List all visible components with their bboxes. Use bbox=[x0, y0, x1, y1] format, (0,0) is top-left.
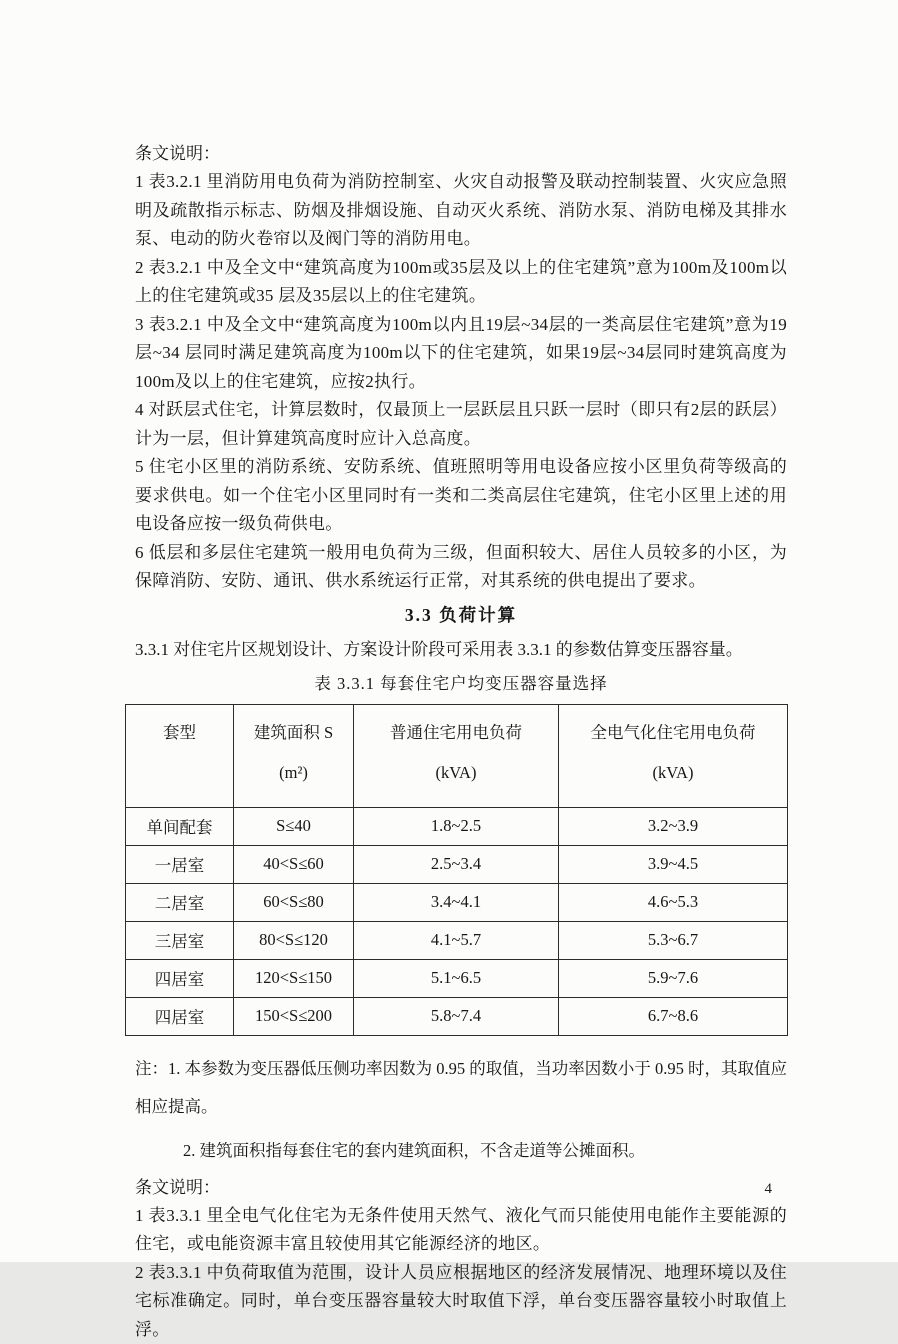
table-notes bbox=[135, 1050, 787, 1166]
table-cell: 150<S≤200 bbox=[234, 997, 354, 1035]
table-cell: S≤40 bbox=[234, 807, 354, 845]
table-cell: 5.9~7.6 bbox=[559, 959, 788, 997]
header-title: 套型 bbox=[126, 719, 233, 743]
page-content bbox=[135, 140, 787, 1344]
clause-paragraph: 2 表3.3.1 中负荷取值为范围，设计人员应根据地区的经济发展情况、地理环境以及住宅标准确定。同时，单台变压器容量较大时取值下浮，单台变压器容量较小时取值上浮。 bbox=[135, 1259, 787, 1344]
table-header-row bbox=[126, 704, 788, 807]
header-title: 普通住宅用电负荷 bbox=[354, 719, 558, 743]
header-title: 建筑面积 S bbox=[234, 719, 353, 743]
table-cell: 3.9~4.5 bbox=[559, 845, 788, 883]
table-cell: 四居室 bbox=[126, 997, 234, 1035]
table-note-1: 注：1. 本参数为变压器低压侧功率因数为 0.95 的取值，当功率因数小于 0.95 时，其取值应相应提高。 bbox=[135, 1050, 787, 1126]
table-cell: 40<S≤60 bbox=[234, 845, 354, 883]
explanation-1-paragraphs bbox=[135, 168, 787, 596]
table-cell: 5.3~6.7 bbox=[559, 921, 788, 959]
table-cell: 4.1~5.7 bbox=[354, 921, 559, 959]
table-cell: 3.4~4.1 bbox=[354, 883, 559, 921]
table-row bbox=[126, 807, 788, 845]
explanation-heading-1: 条文说明： bbox=[135, 140, 787, 168]
table-cell: 5.8~7.4 bbox=[354, 997, 559, 1035]
header-unit: (kVA) bbox=[559, 763, 787, 783]
header-title: 全电气化住宅用电负荷 bbox=[559, 719, 787, 743]
header-unit: (kVA) bbox=[354, 763, 558, 783]
table-row bbox=[126, 845, 788, 883]
clause-3-3-1: 3.3.1 对住宅片区规划设计、方案设计阶段可采用表 3.3.1 的参数估算变压器容量。 bbox=[135, 635, 787, 664]
table-cell: 4.6~5.3 bbox=[559, 883, 788, 921]
table-cell: 一居室 bbox=[126, 845, 234, 883]
section-heading: 3.3 负荷计算 bbox=[135, 602, 787, 627]
clause-paragraph: 1 表3.2.1 里消防用电负荷为消防控制室、火灾自动报警及联动控制装置、火灾应急照明及疏散指示标志、防烟及排烟设施、自动灭火系统、消防水泵、消防电梯及其排水泵、电动的防火卷帘以及阀门等的消防用电。 bbox=[135, 168, 787, 254]
header-unit-type bbox=[126, 704, 234, 807]
table-cell: 120<S≤150 bbox=[234, 959, 354, 997]
table-caption: 表 3.3.1 每套住宅户均变压器容量选择 bbox=[135, 670, 787, 694]
header-all-electric-load bbox=[559, 704, 788, 807]
transformer-capacity-table bbox=[125, 704, 788, 1036]
table-body bbox=[126, 807, 788, 1035]
table-cell: 2.5~3.4 bbox=[354, 845, 559, 883]
table-cell: 单间配套 bbox=[126, 807, 234, 845]
table-cell: 3.2~3.9 bbox=[559, 807, 788, 845]
table-header bbox=[126, 704, 788, 807]
table-row bbox=[126, 959, 788, 997]
table-row bbox=[126, 997, 788, 1035]
explanation-2-paragraphs bbox=[135, 1202, 787, 1344]
table-note-2: 2. 建筑面积指每套住宅的套内建筑面积，不含走道等公摊面积。 bbox=[135, 1136, 787, 1166]
clause-paragraph: 5 住宅小区里的消防系统、安防系统、值班照明等用电设备应按小区里负荷等级高的要求供电。如一个住宅小区里同时有一类和二类高层住宅建筑，住宅小区里上述的用电设备应按一级负荷供电。 bbox=[135, 453, 787, 539]
table-row bbox=[126, 921, 788, 959]
header-floor-area bbox=[234, 704, 354, 807]
table-cell: 四居室 bbox=[126, 959, 234, 997]
table-cell: 5.1~6.5 bbox=[354, 959, 559, 997]
table-cell: 1.8~2.5 bbox=[354, 807, 559, 845]
table-cell: 60<S≤80 bbox=[234, 883, 354, 921]
clause-paragraph: 2 表3.2.1 中及全文中“建筑高度为100m或35层及以上的住宅建筑”意为100m及100m以上的住宅建筑或35 层及35层以上的住宅建筑。 bbox=[135, 254, 787, 311]
header-unit: (m²) bbox=[234, 763, 353, 783]
clause-paragraph: 1 表3.3.1 里全电气化住宅为无条件使用天然气、液化气而只能使用电能作主要能源的住宅，或电能资源丰富且较使用其它能源经济的地区。 bbox=[135, 1202, 787, 1259]
table-cell: 三居室 bbox=[126, 921, 234, 959]
explanation-heading-2: 条文说明： bbox=[135, 1174, 787, 1202]
explanation-2-block bbox=[135, 1174, 787, 1344]
table-cell: 6.7~8.6 bbox=[559, 997, 788, 1035]
table-cell: 二居室 bbox=[126, 883, 234, 921]
clause-paragraph: 6 低层和多层住宅建筑一般用电负荷为三级，但面积较大、居住人员较多的小区，为保障消防、安防、通讯、供水系统运行正常，对其系统的供电提出了要求。 bbox=[135, 539, 787, 596]
table-row bbox=[126, 883, 788, 921]
clause-paragraph: 3 表3.2.1 中及全文中“建筑高度为100m以内且19层~34层的一类高层住宅建筑”意为19层~34 层同时满足建筑高度为100m以下的住宅建筑，如果19层~34层同时建筑高度为100m及以上的住宅建筑，应按2执行。 bbox=[135, 311, 787, 397]
header-ordinary-load bbox=[354, 704, 559, 807]
clause-paragraph: 4 对跃层式住宅，计算层数时，仅最顶上一层跃层且只跃一层时（即只有2层的跃层）计为一层，但计算建筑高度时应计入总高度。 bbox=[135, 396, 787, 453]
table-cell: 80<S≤120 bbox=[234, 921, 354, 959]
page-number: 4 bbox=[765, 1181, 773, 1198]
